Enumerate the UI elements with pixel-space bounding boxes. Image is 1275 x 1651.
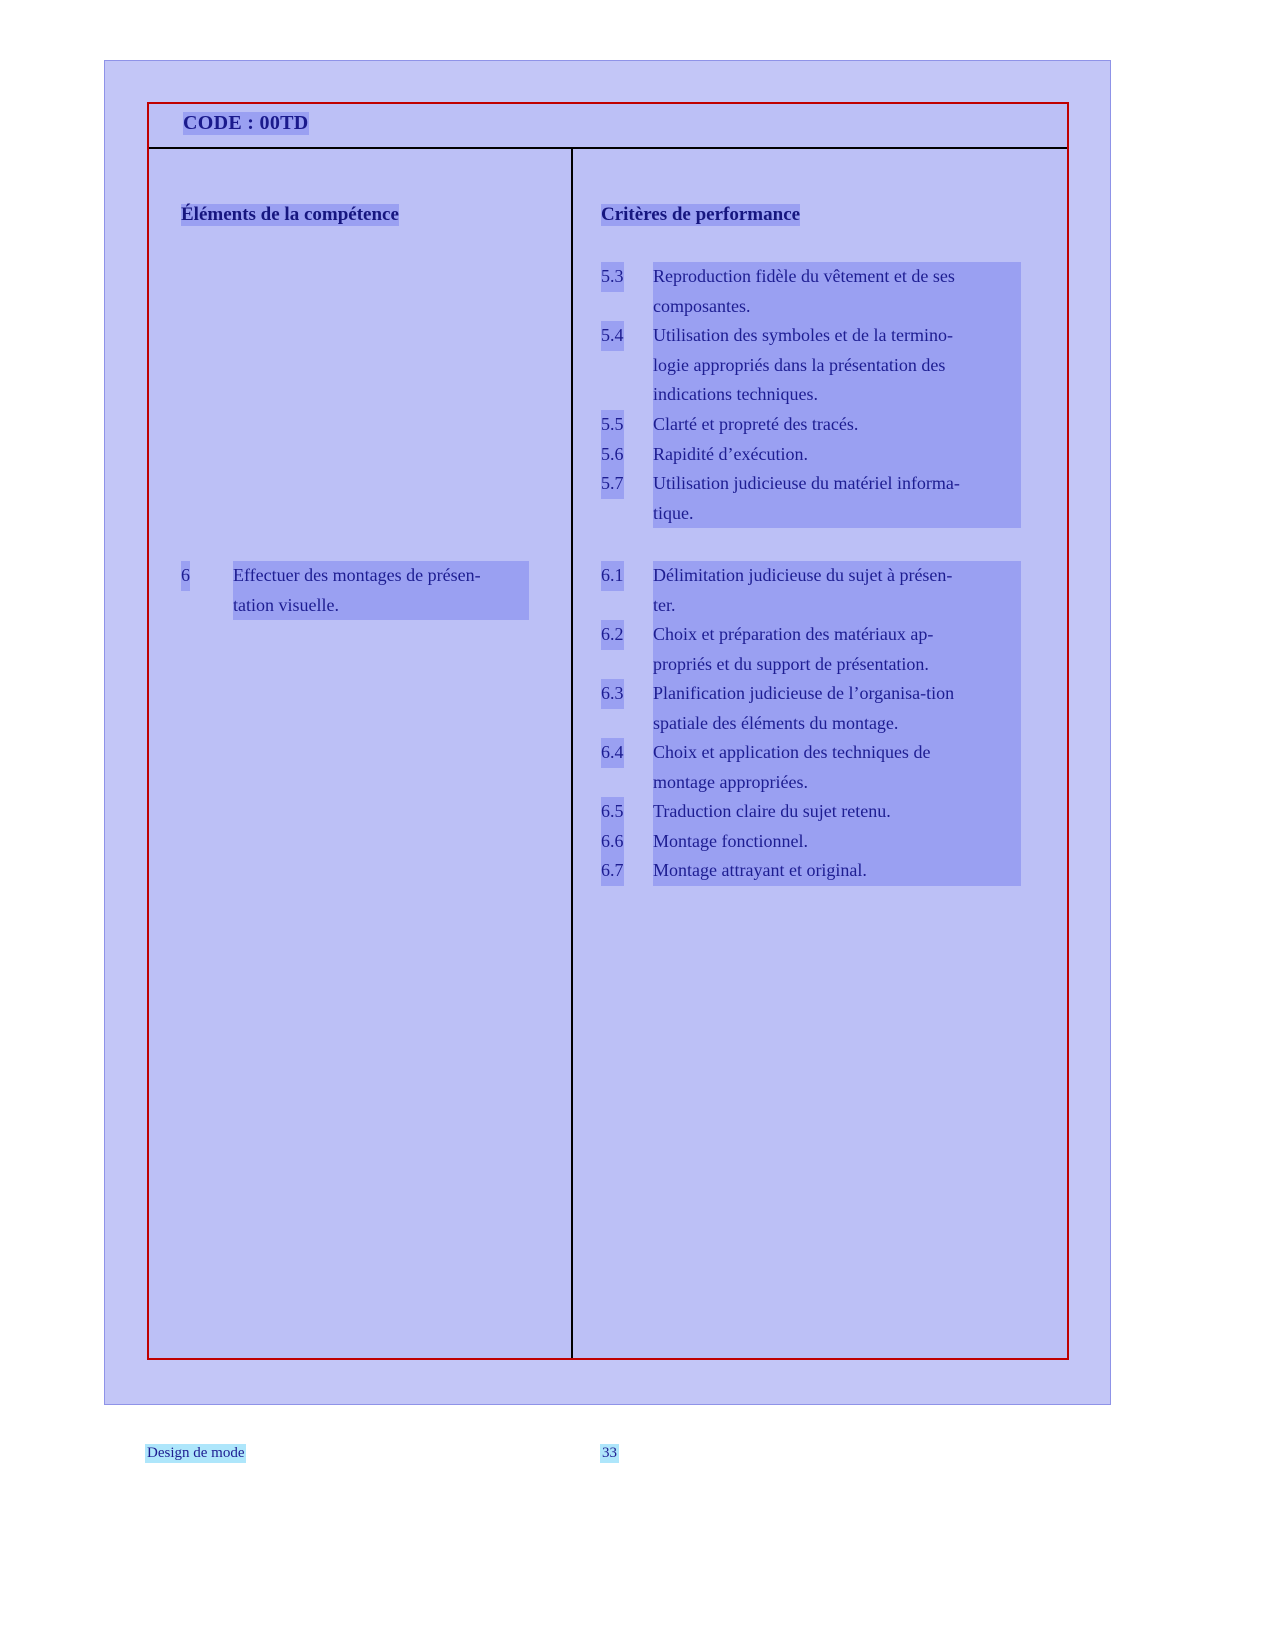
criterion-6-2 bbox=[601, 620, 1021, 679]
criterion-text: Traduction claire du sujet retenu. bbox=[653, 797, 1021, 827]
criterion-6-4 bbox=[601, 738, 1021, 797]
code-row bbox=[149, 104, 1067, 149]
criterion-number: 6.5 bbox=[601, 797, 624, 827]
criterion-text: Choix et application des techniques de montage appropriées. bbox=[653, 738, 1021, 797]
criterion-5-5 bbox=[601, 410, 1021, 440]
criterion-6-1 bbox=[601, 561, 1021, 620]
criterion-text: Montage fonctionnel. bbox=[653, 827, 1021, 857]
table-body bbox=[149, 149, 1067, 1358]
footer-title: Design de mode bbox=[147, 1445, 245, 1461]
competency-table bbox=[147, 102, 1069, 1360]
criterion-number: 6.2 bbox=[601, 620, 624, 650]
criterion-6-7 bbox=[601, 856, 1021, 886]
element-item-6 bbox=[181, 561, 529, 620]
criterion-5-4 bbox=[601, 321, 1021, 410]
column-elements bbox=[149, 149, 573, 1358]
criterion-number: 6.3 bbox=[601, 679, 624, 709]
criterion-text: Planification judicieuse de l’organisa-tion spatiale des éléments du montage. bbox=[653, 679, 1021, 738]
criterion-text: Montage attrayant et original. bbox=[653, 856, 1021, 886]
criterion-text: Clarté et propreté des tracés. bbox=[653, 410, 1021, 440]
criterion-number: 5.3 bbox=[601, 262, 624, 292]
column-header-elements: Éléments de la compétence bbox=[181, 204, 399, 225]
column-header-criteria: Critères de performance bbox=[601, 204, 801, 225]
criterion-text: Rapidité d’exécution. bbox=[653, 440, 1021, 470]
criterion-number: 6.7 bbox=[601, 856, 624, 886]
page-footer bbox=[145, 1444, 615, 1464]
criterion-text: Utilisation judicieuse du matériel informa- tique. bbox=[653, 469, 1021, 528]
criterion-6-5 bbox=[601, 797, 1021, 827]
criterion-text: Utilisation des symboles et de la termino- logie appropriés dans la présentation des indications techniques. bbox=[653, 321, 1021, 410]
criterion-number: 5.7 bbox=[601, 469, 624, 499]
competency-code: CODE : 00TD bbox=[183, 112, 309, 134]
criterion-number: 5.4 bbox=[601, 321, 624, 351]
criterion-5-7 bbox=[601, 469, 1021, 528]
criterion-6-3 bbox=[601, 679, 1021, 738]
footer-page-number: 33 bbox=[602, 1445, 617, 1461]
criterion-text: Choix et préparation des matériaux ap- propriés et du support de présentation. bbox=[653, 620, 1021, 679]
criterion-text: Délimitation judicieuse du sujet à présen- ter. bbox=[653, 561, 1021, 620]
criterion-number: 5.6 bbox=[601, 440, 624, 470]
element-text: Effectuer des montages de présen- tation visuelle. bbox=[233, 561, 529, 620]
criterion-text: Reproduction fidèle du vêtement et de ses composantes. bbox=[653, 262, 1021, 321]
criterion-5-3 bbox=[601, 262, 1021, 321]
criterion-number: 6.4 bbox=[601, 738, 624, 768]
criterion-number: 6.1 bbox=[601, 561, 624, 591]
criterion-5-6 bbox=[601, 440, 1021, 470]
column-criteria bbox=[573, 149, 1067, 1358]
criterion-6-6 bbox=[601, 827, 1021, 857]
criterion-number: 5.5 bbox=[601, 410, 624, 440]
element-number: 6 bbox=[181, 561, 190, 591]
criterion-number: 6.6 bbox=[601, 827, 624, 857]
document-page bbox=[104, 60, 1111, 1405]
